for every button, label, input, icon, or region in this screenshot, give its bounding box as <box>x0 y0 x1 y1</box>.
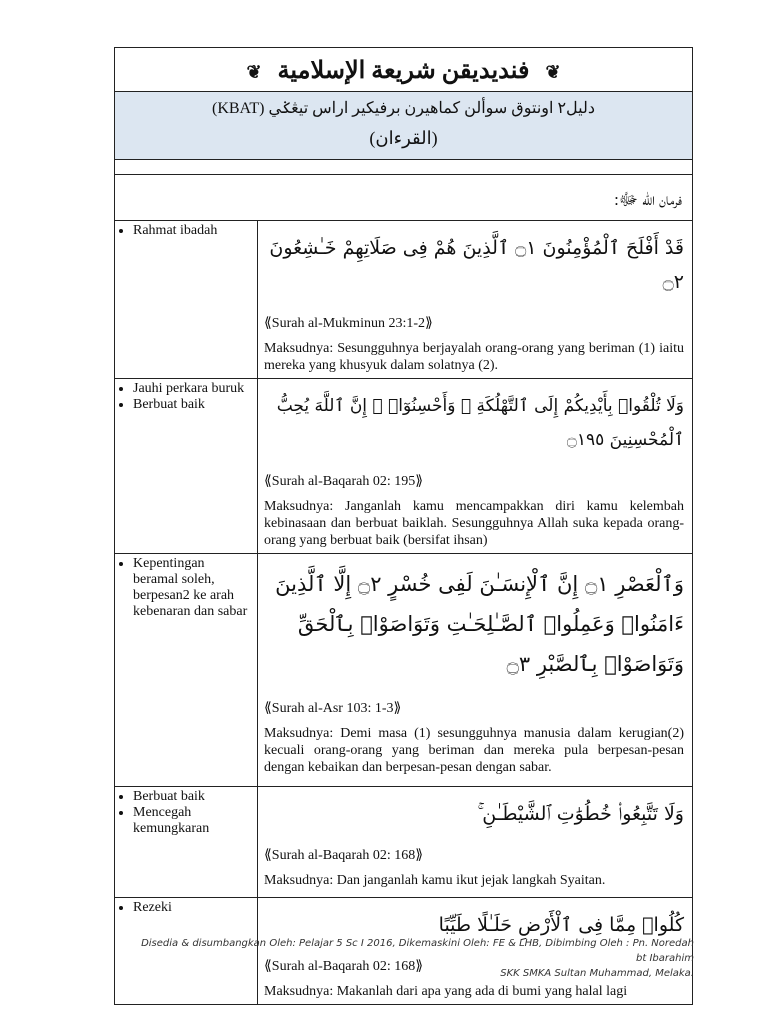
surah-reference: ⟪Surah al-Asr 103: 1-3⟫ <box>264 701 402 716</box>
header-subtitle: دليل٢ اونتوق سوألن كماهيرن برفيكير اراس تيڠݢي (KBAT) <box>212 100 595 117</box>
ayat-text: قَدْ أَفْلَحَ ٱلْمُؤْمِنُونَ ۝١ ٱلَّذِينَ هُمْ فِى صَلَاتِهِمْ خَـٰشِعُونَ ۝٢ <box>269 237 684 293</box>
table-row <box>115 379 693 554</box>
table-row <box>115 221 693 379</box>
points-cell <box>115 379 258 554</box>
ornament-icon: ❦ <box>545 62 561 82</box>
header-title-cell <box>115 48 693 92</box>
list-item: • Jauhi perkara buruk <box>133 381 253 397</box>
list-item: • Mencegah kemungkaran <box>133 805 253 837</box>
list-item: • Rezeki <box>133 900 253 916</box>
meaning-text: Maksudnya: Sesungguhnya berjayalah orang-orang yang beriman (1) iaitu mereka yang khusyuk dalam solatnya (2). <box>264 341 684 373</box>
table-row <box>115 787 693 898</box>
surah-reference: ⟪Surah al-Baqarah 02: 168⟫ <box>264 959 424 974</box>
meaning-text: Maksudnya: Demi masa (1) sesungguhnya manusia dalam kerugian(2) kecuali orang-orang yang beriman dan mereka pula berpesan-pesan dengan kebaikan dan berpesan-pesan dengan sabar. <box>264 726 684 775</box>
meaning-text: Maksudnya: Makanlah dari apa yang ada di bumi yang halal lagi <box>264 984 628 999</box>
meaning-text: Maksudnya: Dan janganlah kamu ikut jejak langkah Syaitan. <box>264 873 606 888</box>
content-table <box>114 47 693 1005</box>
footer-line: Disedia & disumbangkan Oleh: Pelajar 5 Sc I 2016, Dikemaskini Oleh: FE & LHB, Dibimbing Oleh : Pn. Noredah <box>141 938 694 949</box>
content-cell <box>258 379 693 554</box>
document-page <box>114 47 692 1005</box>
content-cell <box>258 787 693 898</box>
surah-reference: ⟪Surah al-Baqarah 02: 168⟫ <box>264 848 424 863</box>
spacer-row <box>115 160 693 175</box>
list-item: • Rahmat ibadah <box>133 223 253 239</box>
ayat-text: وَلَا تُلْقُوا۟ بِأَيْدِيكُمْ إِلَى ٱلتَّهْلُكَةِ ۛ وَأَحْسِنُوٓا۟ ۛ إِنَّ ٱللَّهَ يُحِبُّ ٱلْمُحْسِنِينَ ۝١٩٥ <box>276 396 684 450</box>
footer-line: SKK SMKA Sultan Muhammad, Melaka. <box>500 968 694 979</box>
table-row <box>115 554 693 787</box>
ornament-icon: ❦ <box>246 62 262 82</box>
points-cell <box>115 787 258 898</box>
list-item: • Berbuat baik <box>133 789 253 805</box>
intro-text: فرمان الله ﷻ: <box>614 190 682 209</box>
intro-cell <box>115 175 693 221</box>
ayat-text: وَٱلْعَصْرِ ۝١ إِنَّ ٱلْإِنسَـٰنَ لَفِى خُسْرٍ ۝٢ إِلَّا ٱلَّذِينَ ءَامَنُوا۟ وَعَمِلُوا۟ ٱلصَّـٰلِحَـٰتِ وَتَوَاصَوْا۟ بِٱلْحَقِّ وَتَوَاصَوْا۟ بِٱلصَّبْرِ ۝٣ <box>275 572 684 676</box>
ayat-text: وَلَا تَتَّبِعُوا۟ خُطُوَٰتِ ٱلشَّيْطَـٰنِ ۚ <box>477 803 684 825</box>
meaning-text: Maksudnya: Janganlah kamu mencampakkan diri kamu kelembah kebinasaan dan berbuat baiklah. Sesungguhnya Allah suka kepada orang-orang yang berbuat baik (bersifat ihsan) <box>264 499 684 548</box>
header-topic: (القرءان) <box>369 128 438 148</box>
header-subtitle-cell <box>115 92 693 160</box>
header-title: فنديديقن شريعة الإسلامية <box>277 58 530 84</box>
list-item: • Kepentingan beramal soleh, berpesan2 ke arah kebenaran dan sabar <box>133 556 253 620</box>
content-cell <box>258 221 693 379</box>
points-cell <box>115 554 258 787</box>
points-cell <box>115 221 258 379</box>
footer-credits <box>94 936 694 981</box>
ayat-text: كُلُوا۟ مِمَّا فِى ٱلْأَرْضِ حَلَـٰلًا طَيِّبًا <box>438 914 684 936</box>
surah-reference: ⟪Surah al-Mukminun 23:1-2⟫ <box>264 316 433 331</box>
list-item: • Berbuat baik <box>133 397 253 413</box>
content-cell <box>258 554 693 787</box>
surah-reference: ⟪Surah al-Baqarah 02: 195⟫ <box>264 474 424 489</box>
footer-line: bt Ibarahim <box>636 953 694 964</box>
